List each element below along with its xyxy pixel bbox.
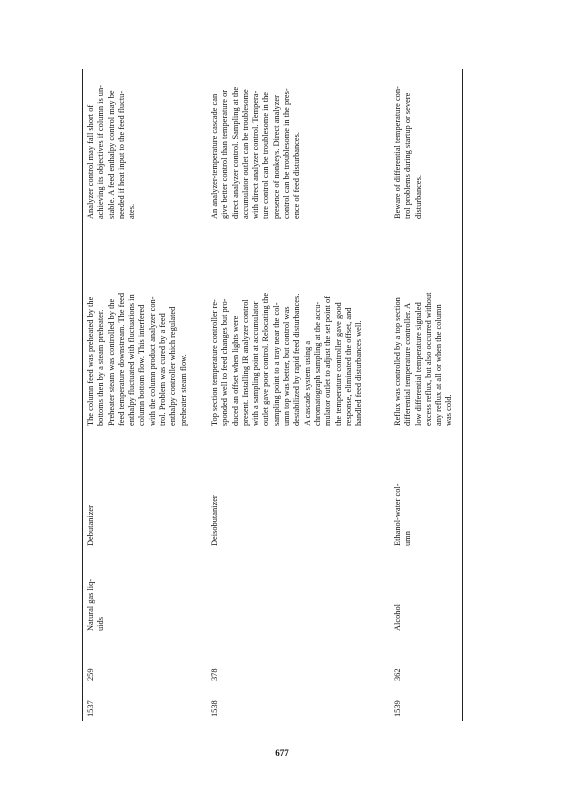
case-number: 1539 [393, 700, 402, 717]
column-type: Deisobutanizer [210, 495, 219, 546]
lessons-learned: An analyzer-temperature cascade can give better control than temperature or direct analyzer control. Sampling at the accumulator outlet can be troublesome with direct analyzer control. Tempera- ture control can be troublesome in the presence of nonkeys. Direct analyzer control can be troublesome in the pres- ence of feed disturbances. [210, 86, 302, 219]
reference-number: 362 [393, 668, 402, 681]
page-number: 677 [275, 748, 289, 758]
problem-description: The column feed was preheated by the bottoms then by a steam preheater. Preheater steam was controlled by the feed temperature downstream. The feed enthalpy fluctuated with fluctuations in column bottom flow. This interfered with the column product analyzer con- trol. Problem was cured by a feed enthalpy controller which regulated preheater steam flow. [86, 292, 188, 426]
problem-description: Reflux was controlled by a top section differential temperature controller. A low differential temperature signaled excess reflux, but also occurred without any reflux at all or when the column was cold. [393, 292, 454, 426]
lessons-learned: Analyzer control may fall short of achieving its objectives if column is un- stable. A feed enthalpy control may be needed if heat input to the feed fluctu- ates. [86, 85, 137, 219]
table-top-rule [82, 69, 83, 721]
column-type: Ethanol-water col- umn [393, 483, 413, 546]
column-type: Debutanizer [86, 505, 95, 546]
plant-type: Alcohol [393, 604, 402, 631]
plant-type: Natural gas liq- uids [86, 578, 106, 631]
reference-number: 378 [210, 668, 219, 681]
reference-number: 259 [86, 668, 95, 681]
problem-description: Top section temperature controller re- sponded well to feed changes but pro- duced an offset when lights were present. Installing IR analyzer control with a sampling point at accumulator outlet gave poor control. Relocating the sampling point to a tray near the col- umn top was better, but control was destabilized by rapid feed disturbances. A cascade system using a chromatograph sampling at the accu- mulator outlet to adjust the set point of the temperature controller gave good response, eliminated the offset, and handled feed disturbances well. [210, 292, 364, 426]
case-number: 1538 [210, 700, 219, 717]
rotated-case-table [82, 69, 464, 721]
lessons-learned: Beware of differential temperature con- trol problems during startup or severe disturbances. [393, 86, 423, 219]
case-number: 1537 [86, 700, 95, 717]
table-bottom-rule [462, 69, 463, 721]
